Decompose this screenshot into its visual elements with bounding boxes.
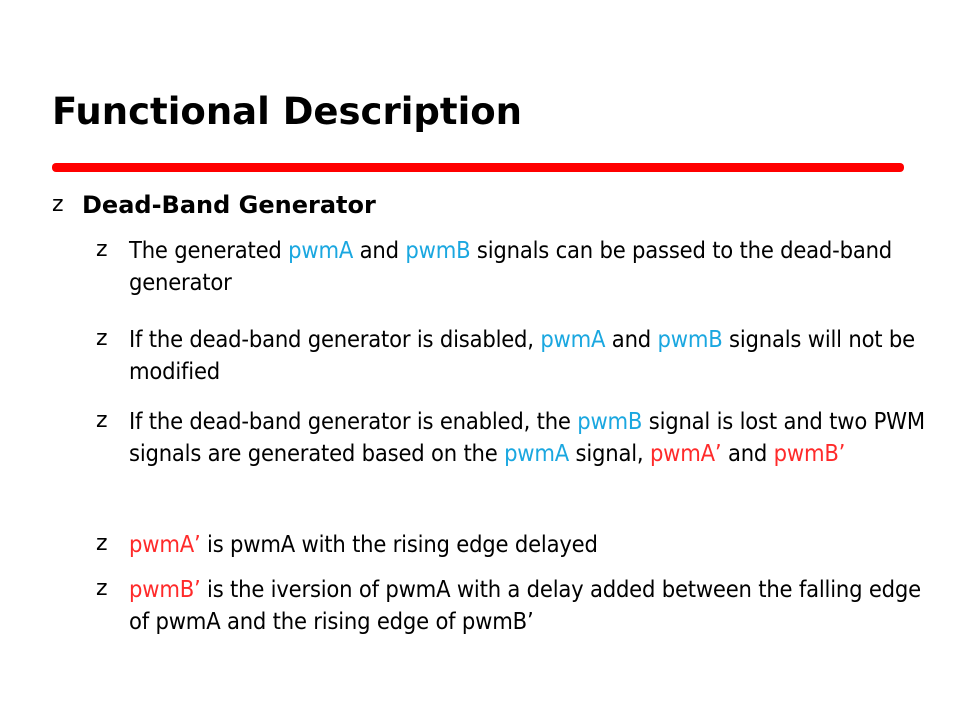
text-run: and xyxy=(605,325,658,353)
signal-name: pwmB’ xyxy=(773,439,846,467)
section-heading: Dead-Band Generator xyxy=(82,191,376,219)
level2-bullet-icon: z xyxy=(96,408,108,433)
sub-bullet-text xyxy=(129,573,944,637)
signal-name: pwmA’ xyxy=(649,439,722,467)
text-run: signal is lost and two PWM signals are generated based on the xyxy=(129,407,925,467)
text-run: The generated xyxy=(129,236,289,264)
sub-bullet-text xyxy=(129,528,944,560)
slide-title: Functional Description xyxy=(52,90,523,133)
level2-bullet-icon: z xyxy=(96,531,108,556)
text-run: signals can be passed to the dead-band generator xyxy=(129,236,892,296)
text-run: signal, xyxy=(569,439,650,467)
level2-bullet-icon: z xyxy=(96,576,108,601)
level2-bullet-icon: z xyxy=(96,326,108,351)
text-run: and xyxy=(721,439,774,467)
sub-bullet-text xyxy=(129,323,944,387)
text-run: signals will not be modified xyxy=(129,325,915,385)
text-run: is pwmA with the rising edge delayed xyxy=(200,530,598,558)
text-run: If the dead-band generator is disabled, xyxy=(129,325,541,353)
signal-name: pwmB xyxy=(577,407,643,435)
text-run: If the dead-band generator is enabled, the xyxy=(129,407,578,435)
signal-name: pwmB xyxy=(657,325,723,353)
level2-bullet-icon: z xyxy=(96,237,108,262)
signal-name: pwmA’ xyxy=(129,530,201,558)
text-run: and xyxy=(353,236,406,264)
text-run: is the iversion of pwmA with a delay added between the falling edge of pwmA and the rising edge of pwmB’ xyxy=(129,575,921,635)
title-underline xyxy=(52,163,904,172)
signal-name: pwmB’ xyxy=(129,575,201,603)
sub-bullet-text xyxy=(129,234,944,298)
signal-name: pwmA xyxy=(504,439,570,467)
signal-name: pwmA xyxy=(288,236,354,264)
signal-name: pwmB xyxy=(405,236,471,264)
level1-bullet-icon: z xyxy=(52,192,64,217)
sub-bullet-text xyxy=(129,405,944,469)
signal-name: pwmA xyxy=(540,325,606,353)
